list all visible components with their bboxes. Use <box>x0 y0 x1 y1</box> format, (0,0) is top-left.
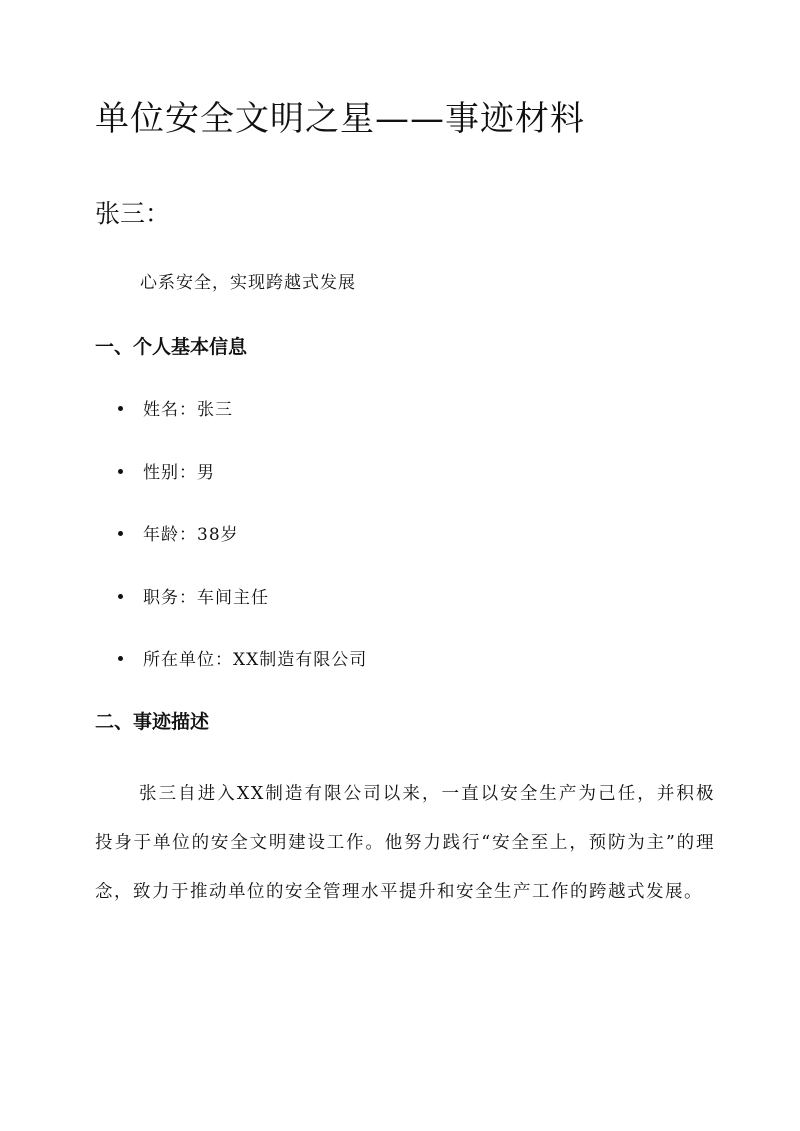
list-item <box>118 645 367 708</box>
list-item-text: 年龄：38岁 <box>143 525 239 545</box>
section-heading-basic-info: 一、个人基本信息 <box>95 336 248 358</box>
bullet-icon <box>118 531 123 536</box>
list-item <box>118 520 367 583</box>
bullet-icon <box>118 656 123 661</box>
list-item <box>118 458 367 521</box>
list-item <box>118 583 367 646</box>
basic-info-list <box>118 395 367 708</box>
document-subtitle: 心系安全，实现跨越式发展 <box>140 273 356 293</box>
section-heading-description: 二、事迹描述 <box>95 711 210 733</box>
list-item-text: 姓名：张三 <box>143 400 233 420</box>
bullet-icon <box>118 469 123 474</box>
bullet-icon <box>118 594 123 599</box>
list-item-text: 职务：车间主任 <box>143 587 269 608</box>
list-item-text: 所在单位：XX制造有限公司 <box>143 650 368 670</box>
list-item <box>118 395 367 458</box>
document-title: 单位安全文明之星——事迹材料 <box>95 99 585 139</box>
list-item-text: 性别：男 <box>143 462 215 483</box>
person-name-heading: 张三： <box>95 199 171 228</box>
description-paragraph: 张三自进入XX制造有限公司以来，一直以安全生产为己任，并积极投身于单位的安全文明建设工作。他努力践行“安全至上，预防为主”的理念，致力于推动单位的安全管理水平提升和安全生产工作的跨越式发展。 <box>95 784 715 902</box>
bullet-icon <box>118 406 123 411</box>
